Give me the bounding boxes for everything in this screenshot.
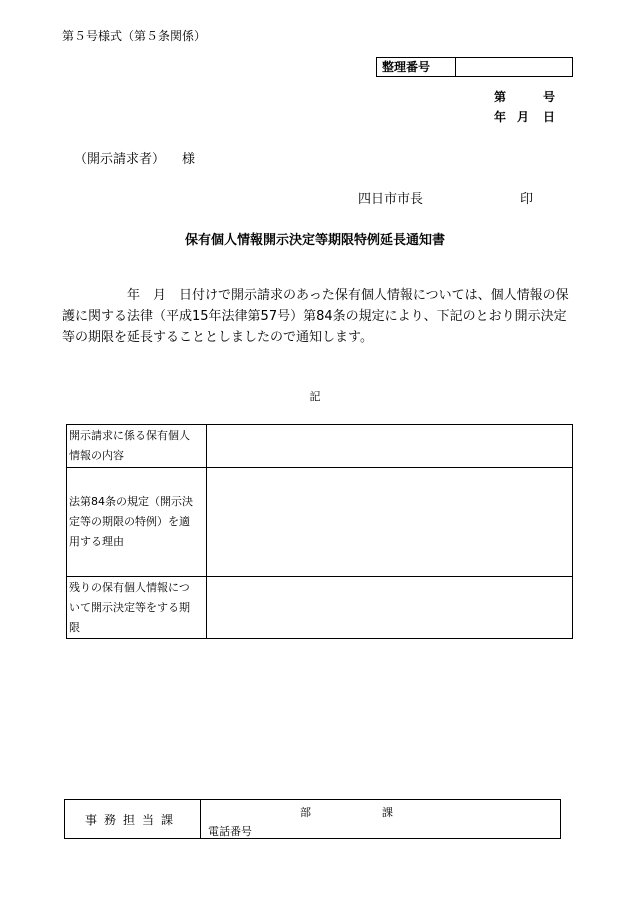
label-line: 用する理由 [69, 535, 124, 548]
body-paragraph [62, 285, 582, 348]
body-line: 年 月 日付けで開示請求のあった保有個人情報については、個人情報の保 [62, 288, 569, 303]
row-value[interactable] [207, 468, 573, 577]
document-title: 保有個人情報開示決定等期限特例延長通知書 [184, 233, 445, 248]
row-label [67, 425, 207, 468]
contact-info [201, 800, 561, 839]
recipient-name: （開示請求者） [74, 152, 166, 167]
label-line: 限 [69, 620, 80, 634]
row-label [67, 468, 207, 577]
table-row [67, 468, 573, 577]
form-number: 第５号様式（第５条関係） [62, 29, 207, 43]
recipient-honorific: 様 [182, 152, 196, 167]
label-line: 残りの保有個人情報につ [69, 580, 190, 594]
label-line: 定等の期限の特例）を適 [69, 515, 190, 528]
ki-heading: 記 [309, 390, 321, 403]
table-row [67, 577, 573, 639]
label-line: いて開示決定等をする期 [69, 600, 190, 614]
bu-label: 部 [300, 806, 311, 819]
contact-table [64, 799, 561, 839]
details-table [66, 424, 573, 639]
label-line: 開示請求に係る保有個人 [69, 429, 190, 442]
table-row [67, 425, 573, 468]
row-value[interactable] [207, 425, 573, 468]
date-month: 月 [517, 110, 530, 124]
ka-label: 課 [382, 806, 393, 819]
document-number-suffix: 号 [543, 90, 556, 104]
label-line: 法第84条の規定（開示決 [69, 495, 193, 508]
sender-name: 四日市市長 [358, 192, 424, 207]
date-day: 日 [543, 110, 556, 124]
row-label [67, 577, 207, 639]
jimu-tanto-ka-label: 事務担当課 [65, 800, 201, 839]
seiri-bango-value[interactable] [456, 58, 572, 76]
date-year: 年 [494, 110, 507, 124]
body-line: 等の期限を延長することとしましたので通知します。 [62, 330, 373, 345]
body-line: 護に関する法律（平成15年法律第57号）第84条の規定により、下記のとおり開示決定 [62, 309, 567, 324]
seiri-bango-label: 整理番号 [377, 58, 456, 76]
tel-label: 電話番号 [208, 825, 252, 838]
label-line: 情報の内容 [69, 449, 124, 462]
document-number-prefix: 第 [494, 90, 507, 104]
row-value[interactable] [207, 577, 573, 639]
seal-mark: 印 [520, 192, 534, 207]
seiri-bango-box [376, 57, 573, 77]
